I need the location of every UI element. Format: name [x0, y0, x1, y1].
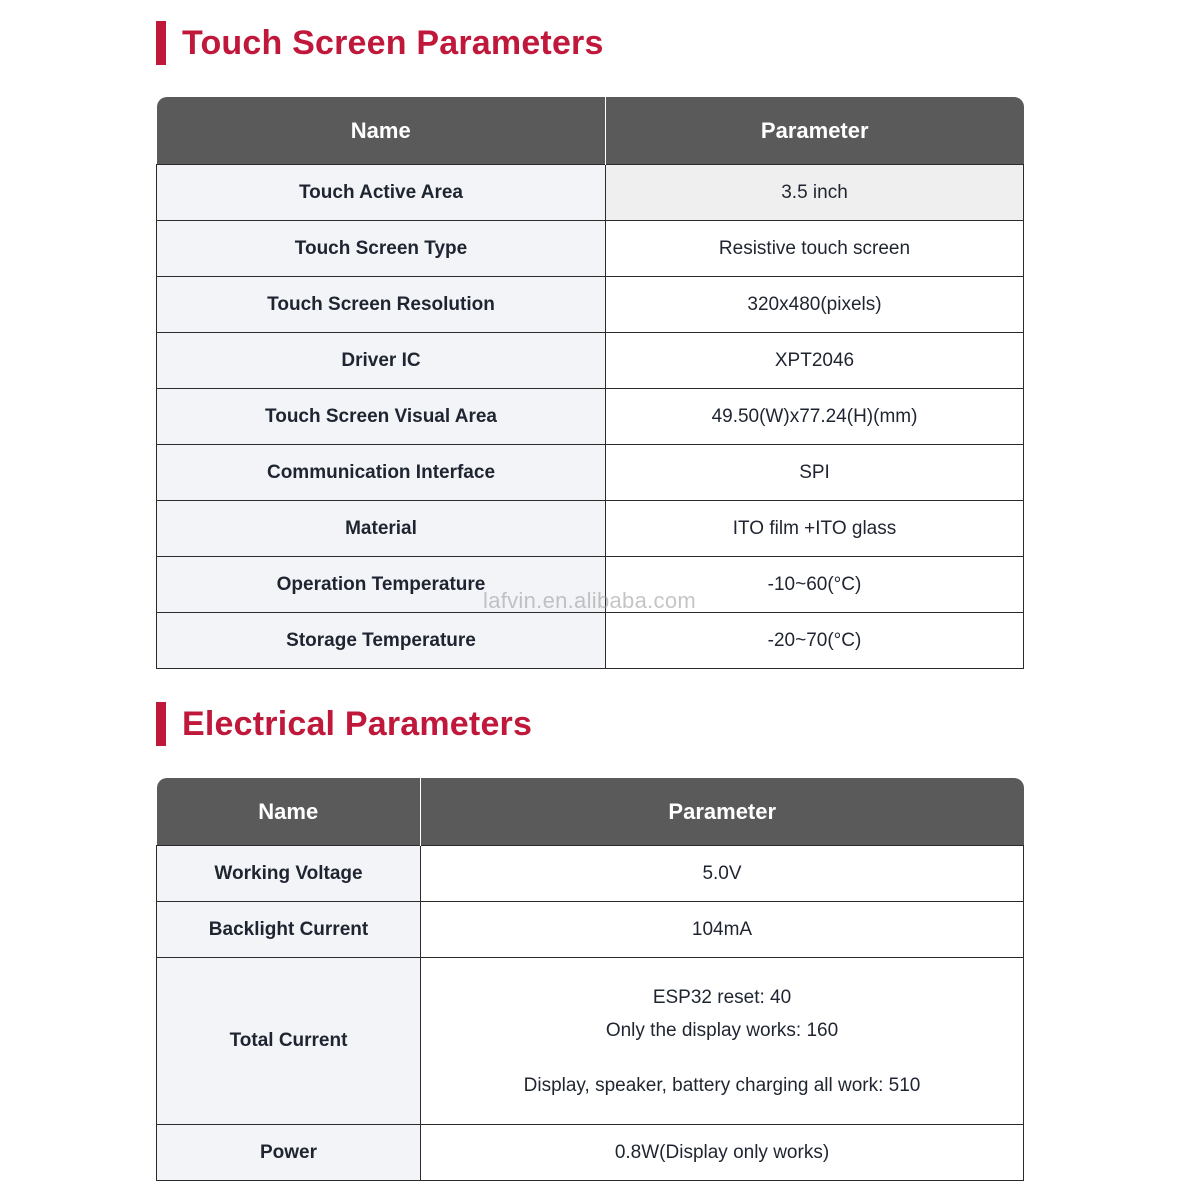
table-row [157, 389, 1024, 445]
column-header-name: Name [157, 778, 421, 846]
value-line: ESP32 reset: 40 [652, 986, 792, 1008]
row-name: Total Current [157, 958, 421, 1125]
electrical-section-heading: Electrical Parameters [182, 704, 533, 743]
line-spacer [421, 1047, 1023, 1069]
value-line: Display, speaker, battery charging all work: 510 [523, 1074, 921, 1096]
row-value: -20~70(°C) [606, 613, 1024, 669]
row-name: Operation Temperature [157, 557, 606, 613]
row-name: Working Voltage [157, 846, 421, 902]
row-name: Driver IC [157, 333, 606, 389]
table-row [157, 1125, 1024, 1181]
row-value: 320x480(pixels) [606, 277, 1024, 333]
row-name: Power [157, 1125, 421, 1181]
row-value: SPI [606, 445, 1024, 501]
row-name: Material [157, 501, 606, 557]
electrical-parameters-table [156, 778, 1024, 1181]
row-value: 3.5 inch [606, 165, 1024, 221]
table-header-row [157, 97, 1024, 165]
electrical-section-title [156, 702, 532, 746]
row-value-multiline [421, 958, 1024, 1125]
column-header-parameter: Parameter [421, 778, 1024, 846]
table-row [157, 613, 1024, 669]
table-row [157, 445, 1024, 501]
row-name: Touch Screen Resolution [157, 277, 606, 333]
table-row [157, 501, 1024, 557]
table-row [157, 958, 1024, 1125]
table-row [157, 846, 1024, 902]
touch-parameters-table [156, 97, 1024, 669]
title-accent-bar [156, 702, 166, 746]
row-value: -10~60(°C) [606, 557, 1024, 613]
row-value: 0.8W(Display only works) [421, 1125, 1024, 1181]
row-value: 104mA [421, 902, 1024, 958]
watermark: lafvin.en.alibaba.com [483, 588, 696, 613]
column-header-name: Name [157, 97, 606, 165]
touch-section-heading: Touch Screen Parameters [182, 23, 604, 62]
row-name: Backlight Current [157, 902, 421, 958]
touch-section-title [156, 21, 604, 65]
row-value: 5.0V [421, 846, 1024, 902]
row-value: 49.50(W)x77.24(H)(mm) [606, 389, 1024, 445]
row-name: Touch Active Area [157, 165, 606, 221]
table-row [157, 902, 1024, 958]
row-name: Touch Screen Type [157, 221, 606, 277]
column-header-parameter: Parameter [606, 97, 1024, 165]
title-accent-bar [156, 21, 166, 65]
row-name: Communication Interface [157, 445, 606, 501]
value-line: Only the display works: 160 [605, 1019, 839, 1041]
row-value: XPT2046 [606, 333, 1024, 389]
table-row [157, 277, 1024, 333]
table-row [157, 165, 1024, 221]
table-row [157, 221, 1024, 277]
row-value: Resistive touch screen [606, 221, 1024, 277]
table-header-row [157, 778, 1024, 846]
table-row [157, 333, 1024, 389]
row-name: Storage Temperature [157, 613, 606, 669]
row-name: Touch Screen Visual Area [157, 389, 606, 445]
row-value: ITO film +ITO glass [606, 501, 1024, 557]
